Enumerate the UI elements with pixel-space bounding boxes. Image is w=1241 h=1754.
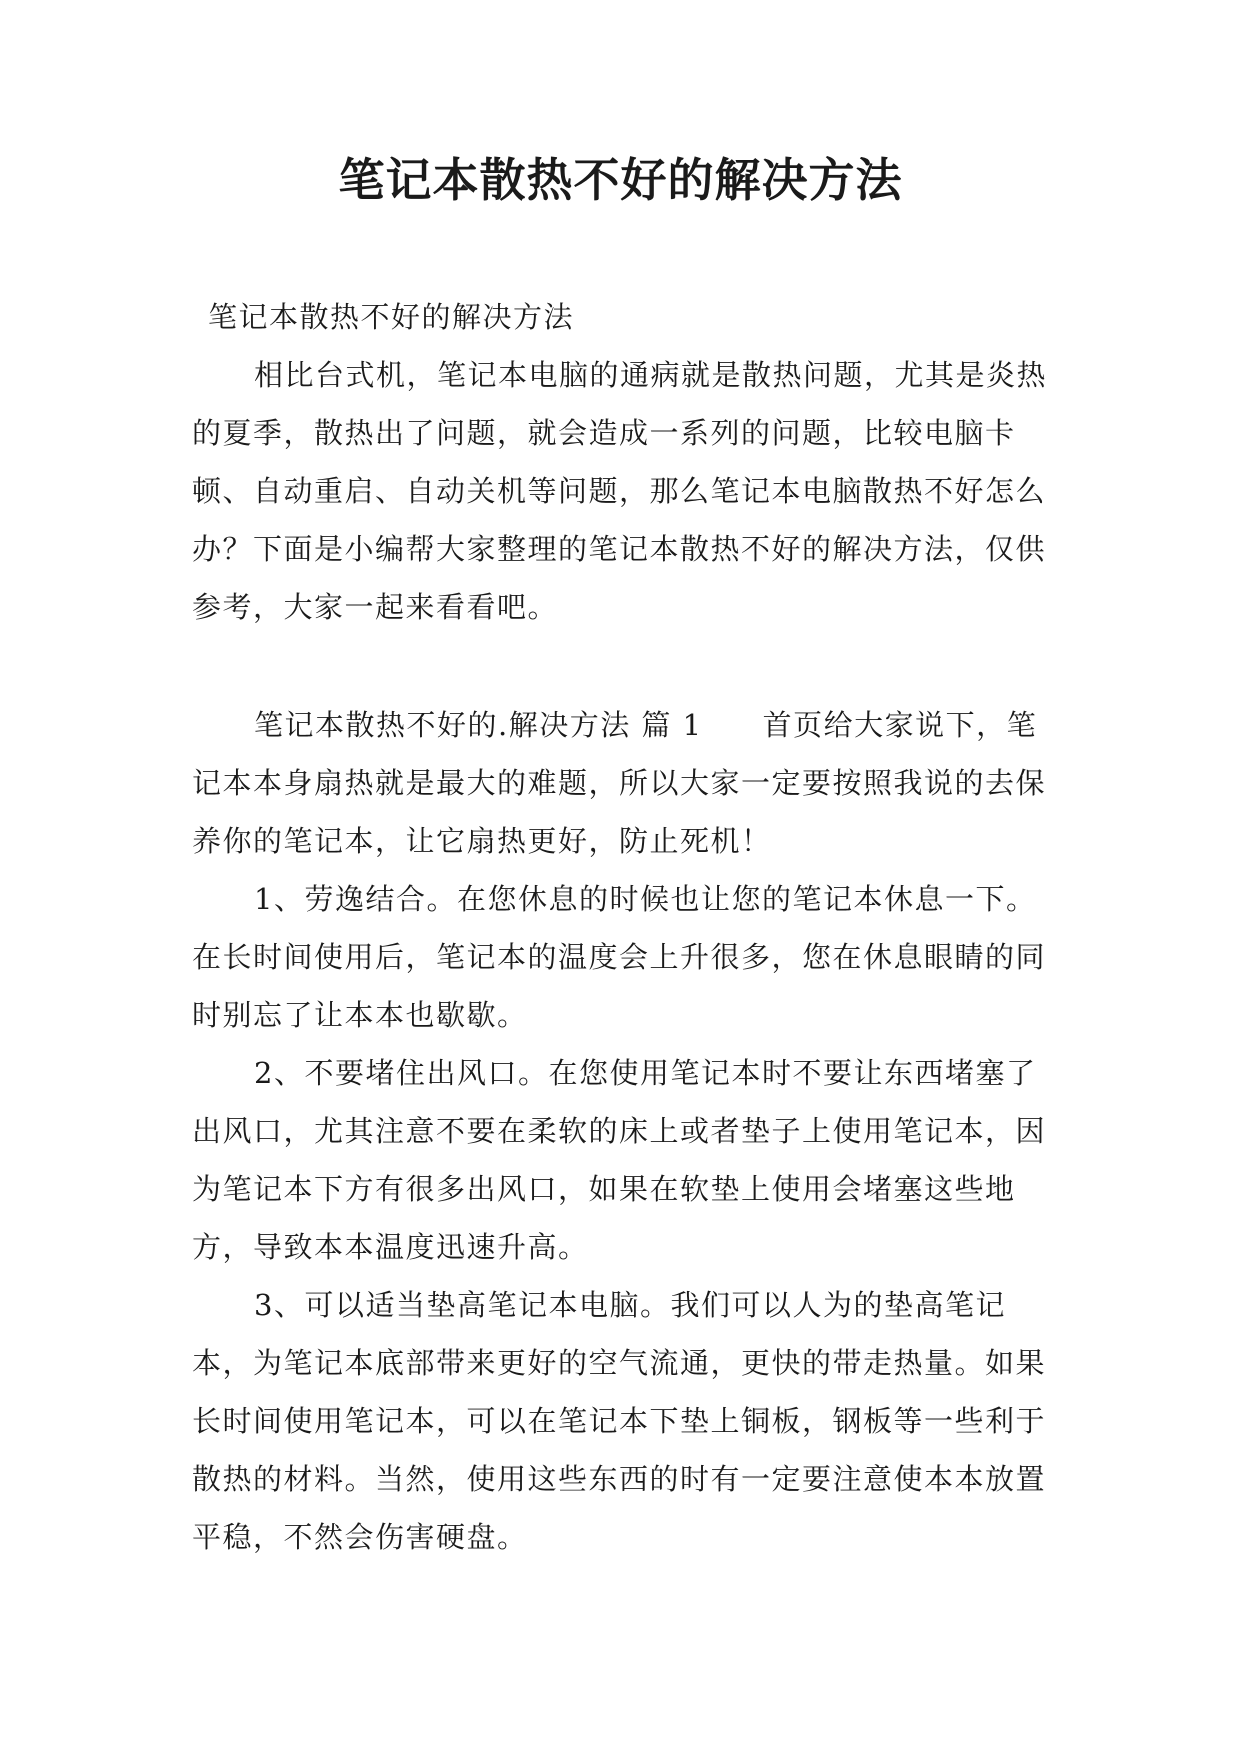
subtitle: 笔记本散热不好的解决方法: [208, 300, 575, 334]
document-title: 笔记本散热不好的解决方法: [338, 153, 903, 207]
section-text: 首页给大家说下，笔记本本身扇热就是最大的难题，所以大家一定要按照我说的去保养你的笔记本，让它扇热更好，防止死机！: [192, 708, 1047, 858]
intro-paragraph: 相比台式机，笔记本电脑的通病就是散热问题，尤其是炎热的夏季，散热出了问题，就会造成一系列的问题，比较电脑卡顿、自动重启、自动关机等问题，那么笔记本电脑散热不好怎么办？下面是小编帮大家整理的笔记本散热不好的解决方法，仅供参考，大家一起来看看吧。: [192, 358, 1048, 624]
list-item: 3、可以适当垫高笔记本电脑。我们可以人为的垫高笔记本，为笔记本底部带来更好的空气流通，更快的带走热量。如果长时间使用笔记本，可以在笔记本下垫上铜板，钢板等一些利于散热的材料。当然，使用这些东西的时有一定要注意使本本放置平稳，不然会伤害硬盘。: [192, 1288, 1047, 1554]
list-item: 2、不要堵住出风口。在您使用笔记本时不要让东西堵塞了出风口，尤其注意不要在柔软的床上或者垫子上使用笔记本，因为笔记本下方有很多出风口，如果在软垫上使用会堵塞这些地方，导致本本温度迅速升高。: [192, 1056, 1047, 1264]
list-item: 1、劳逸结合。在您休息的时候也让您的笔记本休息一下。在长时间使用后，笔记本的温度会上升很多，您在休息眼睛的同时别忘了让本本也歇歇。: [192, 882, 1047, 1032]
section-heading: 笔记本散热不好的.解决方法 篇 1: [254, 708, 703, 742]
section-paragraph: [192, 696, 1062, 870]
